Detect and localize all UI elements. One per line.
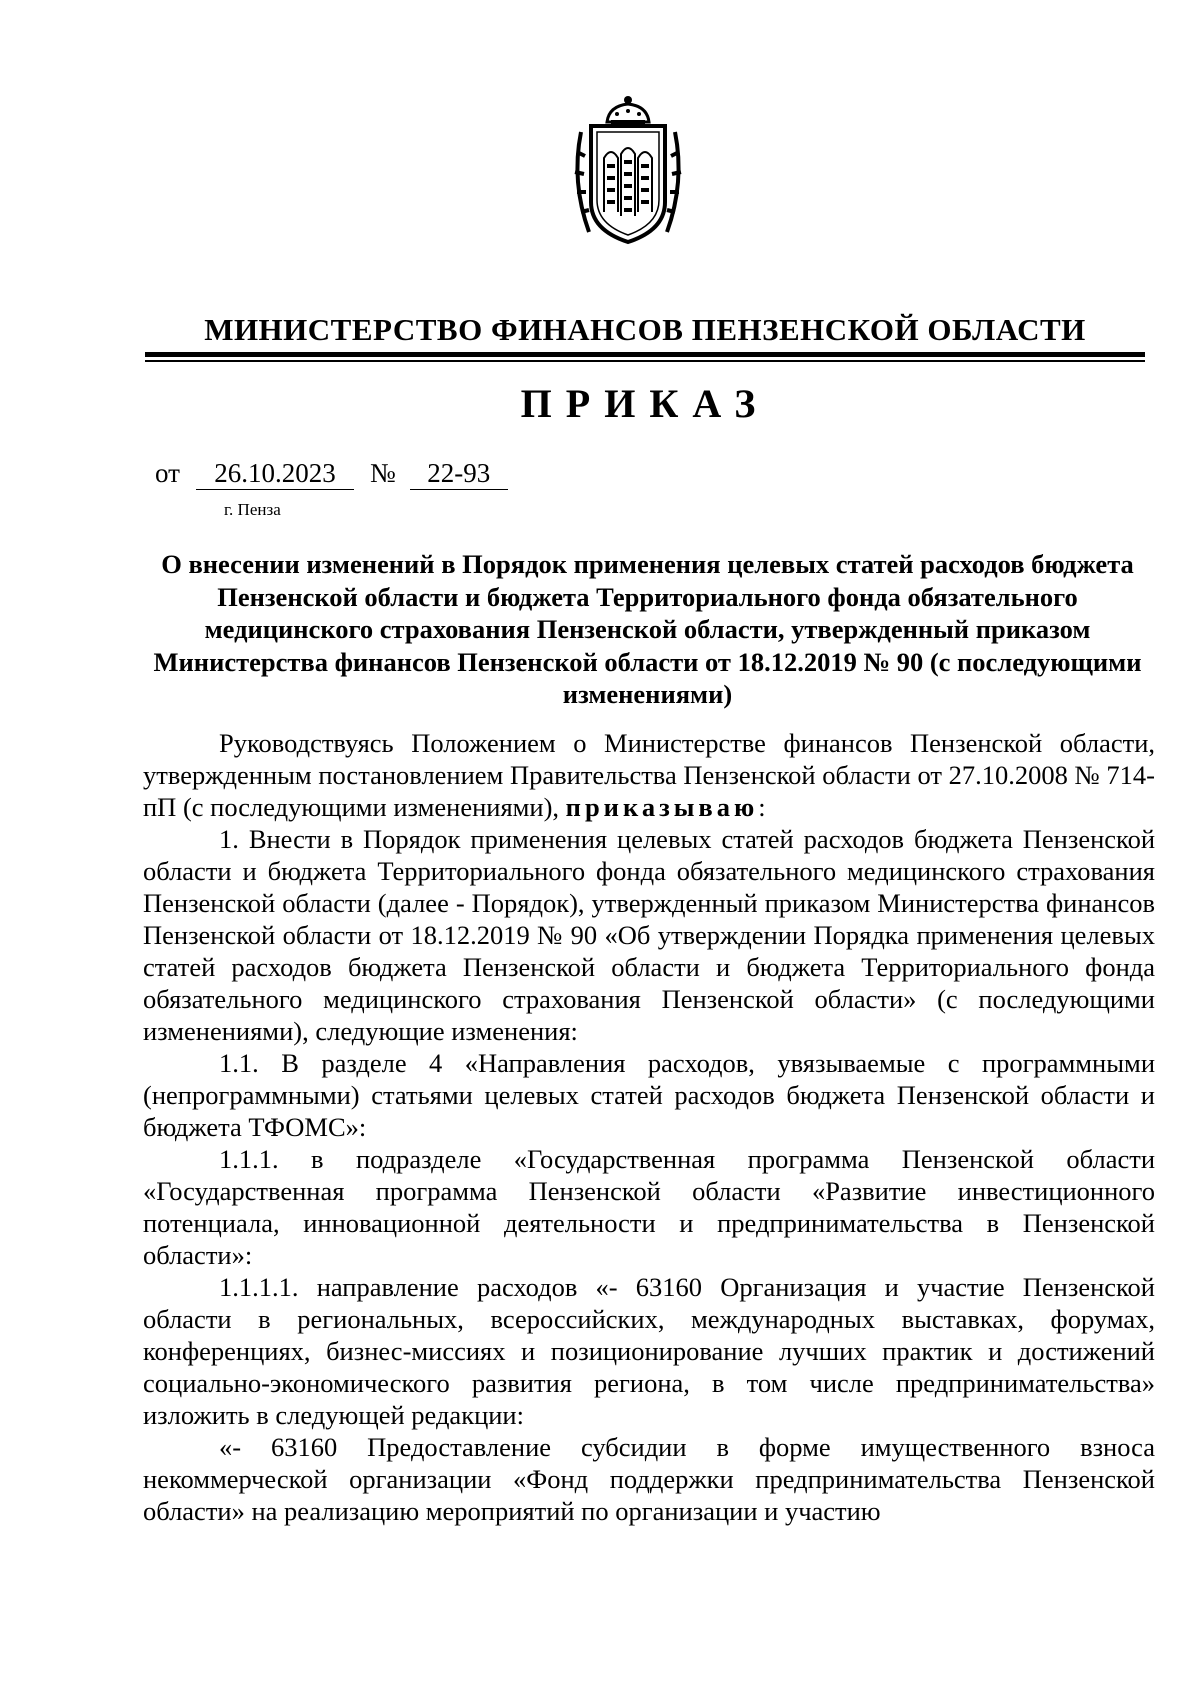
order-number: 22-93 <box>410 458 508 490</box>
order-date: 26.10.2023 <box>196 458 354 490</box>
header-rule-thick <box>145 352 1145 357</box>
coat-of-arms-emblem <box>567 92 689 250</box>
document-type: ПРИКАЗ <box>520 381 770 426</box>
order-title: О внесении изменений в Порядок применения целевых статей расходов бюджета Пензенской области и бюджета Территориального фонда обязательного медицинского страхования Пензенской области, утвержденный приказом Министерства финансов Пензенской области от 18.12.2019 № 90 (с последующими изменениями) <box>153 549 1142 709</box>
paragraph-intro <box>143 727 1155 823</box>
intro-end: : <box>758 792 766 822</box>
paragraph-1-1: 1.1. В разделе 4 «Направления расходов, увязываемые с программными (непрограммными) статьями целевых статей расходов бюджета Пензенской области и бюджета ТФОМС»: <box>143 1048 1155 1142</box>
order-details <box>155 458 508 490</box>
intro-emphasis: приказываю <box>565 792 759 822</box>
header-rule-thin <box>145 360 1145 362</box>
paragraph-1: 1. Внести в Порядок применения целевых статей расходов бюджета Пензенской области и бюджета Территориального фонда обязательного медицинского страхования Пензенской области (далее - Порядок), утвержденный приказом Министерства финансов Пензенской области от 18.12.2019 № 90 «Об утверждении Порядка применения целевых статей расходов бюджета Пензенской области и бюджета Территориального фонда обязательного медицинского страхования Пензенской области» (с последующими изменениями), следующие изменения: <box>143 824 1155 1046</box>
city: г. Пенза <box>224 500 281 519</box>
from-label: от <box>155 458 180 488</box>
ministry-name: МИНИСТЕРСТВО ФИНАНСОВ ПЕНЗЕНСКОЙ ОБЛАСТИ <box>204 312 1086 347</box>
intro-text: Руководствуясь Положением о Министерстве финансов Пензенской области, утвержденным постановлением Правительства Пензенской области от 27.10.2008 № 714-пП (с последующими изменениями), <box>143 728 1155 822</box>
paragraph-quote: «- 63160 Предоставление субсидии в форме имущественного взноса некоммерческой организации «Фонд поддержки предпринимательства Пензенской области» на реализацию мероприятий по организации и участию <box>143 1432 1155 1526</box>
paragraph-1-1-1: 1.1.1. в подразделе «Государственная программа Пензенской области «Государственная программа Пензенской области «Развитие инвестиционного потенциала, инновационной деятельности и предпринимательства в Пензенской области»: <box>143 1144 1155 1270</box>
document-body <box>143 727 1155 1527</box>
paragraph-1-1-1-1: 1.1.1.1. направление расходов «- 63160 Организация и участие Пензенской области в региональных, всероссийских, международных выставках, форумах, конференциях, бизнес-миссиях и позиционирование лучших практик и достижений социально-экономического развития региона, в том числе предпринимательства» изложить в следующей редакции: <box>143 1272 1155 1430</box>
number-label: № <box>369 458 396 488</box>
